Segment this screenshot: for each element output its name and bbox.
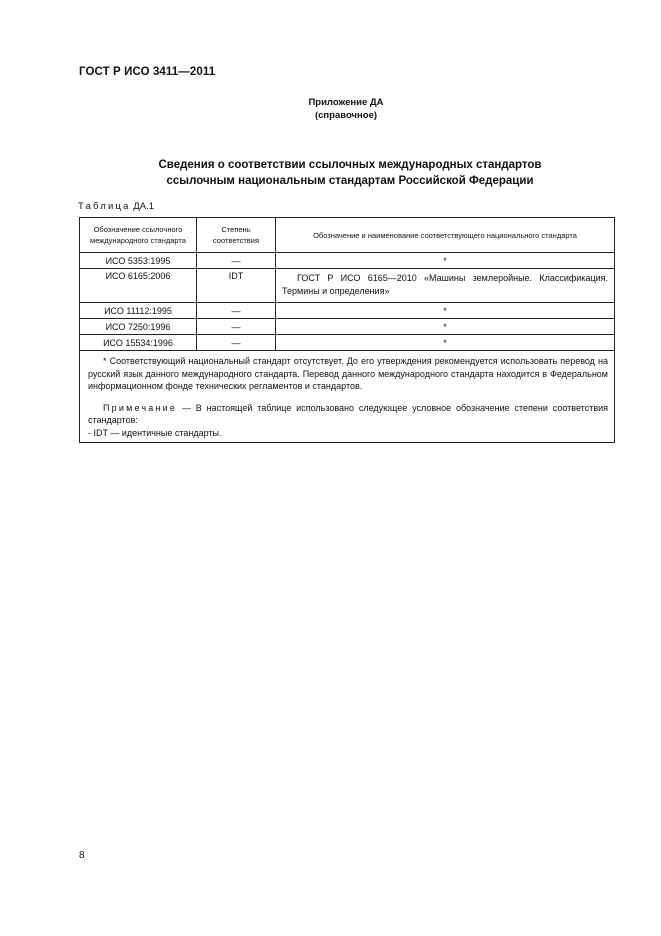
table-row: [80, 319, 615, 335]
cell-degree: IDT: [197, 269, 276, 303]
table-header-row: [80, 218, 615, 253]
table-caption-word: Таблица: [78, 201, 131, 212]
cell-standard: ИСО 11112:1995: [80, 303, 197, 319]
header-col1-line2: международного стандарта: [90, 236, 186, 245]
header-national-standard: Обозначение и наименование соответствующего национального стандарта: [276, 218, 615, 253]
header-col2-line2: соответствия: [212, 236, 260, 245]
cell-standard: ИСО 5353:1995: [80, 253, 197, 269]
document-header: ГОСТ Р ИСО 3411—2011: [79, 66, 216, 78]
annex-block: [296, 96, 396, 122]
annex-subtitle: (справочное): [314, 110, 378, 121]
cell-national: [276, 269, 615, 303]
table-row: [80, 303, 615, 319]
table-footnote-row: [80, 351, 615, 443]
cell-national: *: [276, 253, 615, 269]
correspondence-table: [79, 217, 615, 443]
cell-degree: —: [197, 303, 276, 319]
section-title-line2: ссылочным национальным стандартам Российской Федерации: [166, 175, 534, 187]
cell-degree: —: [197, 319, 276, 335]
section-title-line1: Сведения о соответствии ссылочных международных стандартов: [158, 159, 542, 171]
footnote-cell: [80, 351, 615, 443]
header-international-standard: [80, 218, 197, 253]
footnote-text: * Соответствующий национальный стандарт отсутствует. До его утверждения рекомендуется использовать перевод на русский язык данного международного стандарта. Перевод данного международного стандарта находится в Федеральном информационном фонде технических регламентов и стандартов.: [88, 356, 608, 391]
cell-national: *: [276, 319, 615, 335]
section-title: [120, 157, 580, 189]
annex-title: Приложение ДА: [308, 97, 384, 108]
table-row: [80, 269, 615, 303]
table-row: [80, 335, 615, 351]
table-caption-number: ДА.1: [133, 201, 154, 212]
cell-national: *: [276, 303, 615, 319]
cell-degree: —: [197, 335, 276, 351]
cell-standard: ИСО 7250:1996: [80, 319, 197, 335]
cell-national: *: [276, 335, 615, 351]
note-item: - IDT — идентичные стандарты.: [88, 427, 222, 438]
header-degree: [197, 218, 276, 253]
cell-national-text: ГОСТ Р ИСО 6165—2010 «Машины землеройные. Классификация. Термины и определения»: [282, 273, 608, 296]
page-number: 8: [79, 850, 85, 861]
note-word: Примечание: [103, 402, 178, 413]
table-row: [80, 253, 615, 269]
table-caption: [78, 201, 154, 212]
cell-standard: ИСО 6165:2006: [80, 269, 197, 303]
header-col2-line1: Степень: [221, 225, 251, 234]
cell-standard: ИСО 15534:1996: [80, 335, 197, 351]
cell-degree: —: [197, 253, 276, 269]
note-body: — В настоящей таблице использовано следующее условное обозначение степени соответствия стандартов:: [88, 402, 608, 425]
header-col1-line1: Обозначение ссылочного: [93, 225, 183, 234]
note-text: [88, 402, 608, 427]
